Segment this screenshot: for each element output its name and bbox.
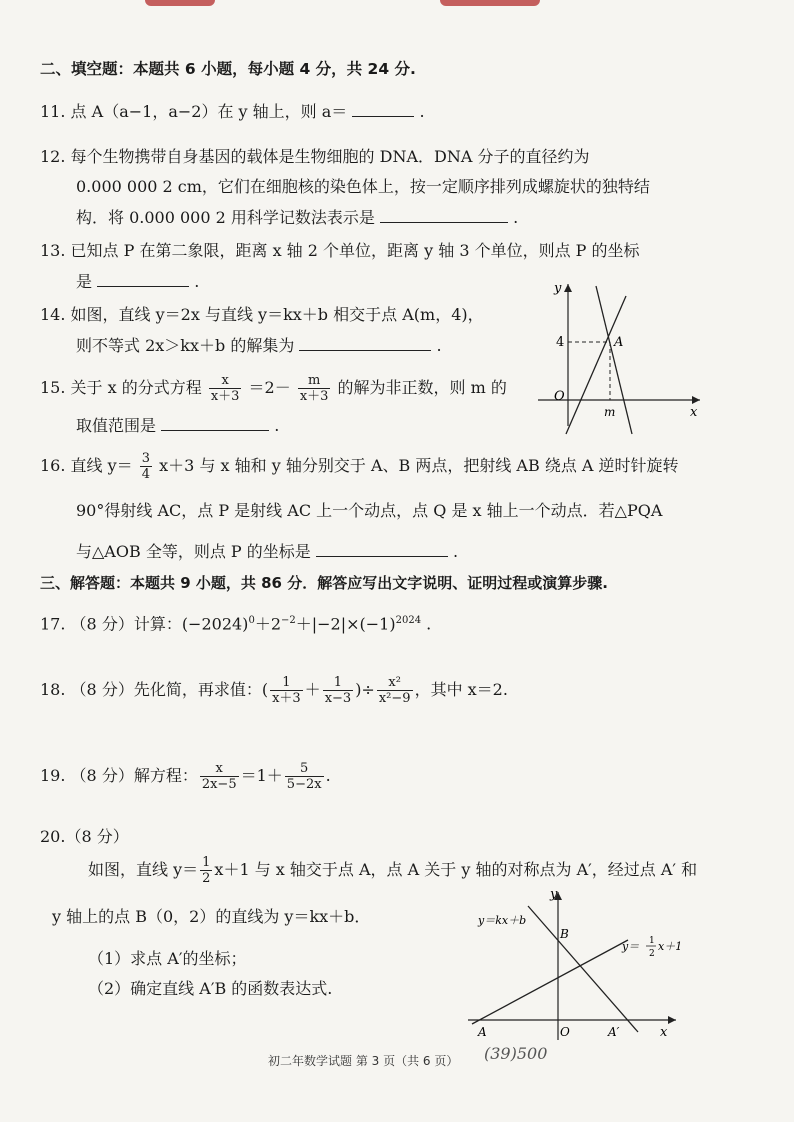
- q14-line1: 如图，直线 y＝2x 与直线 y＝kx＋b 相交于点 A(m，4)，: [70, 305, 484, 324]
- q12-line2: 0.000 000 2 cm，它们在细胞核的染色体上，按一定顺序排列成螺旋状的独特结: [76, 177, 650, 196]
- q20-post: x＋1 与 x 轴交于点 A，点 A 关于 y 轴的对称点为 A′，经过点 A′ 和: [214, 860, 698, 879]
- binding-mark: [145, 0, 215, 6]
- q14-line2-wrap: [76, 334, 442, 357]
- q15-end: .: [274, 416, 280, 435]
- section2-heading: 二、填空题：本题共 6 小题，每小题 4 分，共 24 分.: [40, 60, 416, 78]
- q20-number: 20.: [40, 827, 66, 846]
- q13-number: 13.: [40, 241, 66, 260]
- fig20-line-kxb: [528, 906, 638, 1032]
- fig20-x-arrow-icon: [668, 1016, 676, 1024]
- q15-answer-blank[interactable]: [161, 414, 269, 431]
- q16-number: 16.: [40, 456, 66, 475]
- q16-post: x＋3 与 x 轴和 y 轴分别交于 A、B 两点，把射线 AB 绕点 A 逆时针旋转: [159, 456, 679, 475]
- fig14-a-label: A: [614, 335, 624, 350]
- q11-text: 点 A（a−1，a−2）在 y 轴上，则 a＝: [70, 102, 348, 121]
- q15-line2: 取值范围是: [76, 416, 157, 435]
- fig14-line-2x: [566, 296, 626, 434]
- q19-fraction-1: [200, 761, 239, 792]
- q17-exp2: 2024: [395, 615, 422, 626]
- fig20-origin-label: O: [560, 1025, 570, 1039]
- q12-end: .: [513, 208, 519, 227]
- q16-line3-wrap: [76, 540, 458, 563]
- q16-f-num: 3: [141, 451, 151, 466]
- q12-line1: 每个生物携带自身基因的载体是生物细胞的 DNA．DNA 分子的直径约为: [70, 147, 590, 166]
- fig20-line1-label: y＝kx＋b: [478, 914, 527, 927]
- q20-sub2: （2）确定直线 A′B 的函数表达式.: [88, 979, 333, 998]
- q15-f2-den: x＋3: [299, 389, 329, 404]
- q20-pre: 如图，直线 y＝: [88, 860, 199, 879]
- q20-figure: [462, 884, 692, 1044]
- q16-f-den: 4: [141, 467, 151, 482]
- question-11: [40, 100, 425, 123]
- q18-number: 18.: [40, 680, 66, 699]
- q17-exp1: −2: [281, 615, 296, 626]
- q19-f2-den: 5−2x: [286, 777, 322, 792]
- q18-pre: （8 分）先化简，再求值：(: [70, 680, 269, 699]
- q16-fraction: [140, 451, 152, 482]
- q14-end: .: [436, 336, 442, 355]
- fig14-four-label: 4: [556, 335, 565, 350]
- q17-t2: ＋2: [254, 614, 281, 634]
- fig20-a-label: A: [478, 1025, 487, 1039]
- question-20: [40, 826, 129, 848]
- q13-end: .: [194, 272, 200, 291]
- q15-f2-num: m: [298, 373, 331, 389]
- q19-fraction-2: [285, 761, 324, 792]
- fig14-y-label: y: [554, 281, 562, 296]
- q19-mid: ＝1＋: [240, 766, 283, 785]
- q18-f3-den: x²−9: [378, 691, 411, 706]
- q11-answer-blank[interactable]: [352, 100, 414, 117]
- q17-end: .: [426, 614, 432, 634]
- q15-pre: 关于 x 的分式方程: [70, 378, 202, 397]
- q16-line3: 与△AOB 全等，则点 P 的坐标是: [76, 542, 311, 561]
- fig14-origin-label: O: [554, 389, 565, 404]
- fig20-a-prime-label: A′: [608, 1025, 620, 1039]
- q18-post: ，其中 x＝2.: [414, 680, 508, 699]
- q13-line2: 是: [76, 272, 93, 291]
- fig20-b-label: B: [560, 927, 569, 941]
- q18-f1-num: 1: [270, 675, 303, 691]
- fig20-line2-pre: y＝: [622, 940, 640, 953]
- question-12: [40, 146, 590, 168]
- q12-line3-wrap: [76, 206, 518, 229]
- q18-f2-num: 1: [323, 675, 354, 691]
- q13-line2-wrap: [76, 270, 199, 293]
- q14-answer-blank[interactable]: [299, 334, 431, 351]
- fig20-y-label: y: [550, 887, 558, 902]
- q20-sub1: （1）求点 A′的坐标；: [88, 949, 247, 968]
- binding-mark: [440, 0, 540, 6]
- q20-line1: [88, 852, 697, 888]
- fig20-line2-num: 1: [649, 936, 655, 946]
- q13-answer-blank[interactable]: [97, 270, 189, 287]
- fig20-line2-post: x＋1: [658, 940, 683, 953]
- fig20-x-label: x: [660, 1025, 668, 1040]
- q17-number: 17.: [40, 614, 66, 634]
- q14-line2: 则不等式 2x＞kx＋b 的解集为: [76, 336, 295, 355]
- q19-end: .: [325, 766, 331, 785]
- q18-div: )÷: [355, 680, 375, 699]
- question-13: [40, 240, 640, 262]
- handwritten-note: (39)500: [484, 1044, 548, 1063]
- q11-end: .: [419, 102, 425, 121]
- q15-f1-num: x: [209, 373, 242, 389]
- q20-f-den: 2: [202, 871, 211, 886]
- question-18: [40, 670, 508, 710]
- q16-pre: 直线 y＝: [70, 456, 133, 475]
- q19-pre: （8 分）解方程：: [70, 766, 198, 785]
- fig14-x-label: x: [690, 405, 698, 420]
- q16-answer-blank[interactable]: [316, 540, 448, 557]
- q14-number: 14.: [40, 305, 66, 324]
- fig14-x-arrow-icon: [692, 396, 700, 404]
- q20-fraction: [200, 855, 212, 886]
- q20-score: （8 分）: [65, 827, 129, 846]
- fig14-m-label: m: [604, 405, 616, 419]
- q12-line3: 构．将 0.000 000 2 用科学记数法表示是: [76, 208, 375, 227]
- fig20-line2-den: 2: [649, 949, 655, 959]
- page-footer: 初二年数学试题 第 3 页（共 6 页）: [268, 1054, 459, 1068]
- q11-number: 11.: [40, 102, 66, 121]
- q15-post: 的解为非正数，则 m 的: [337, 378, 507, 397]
- question-16: [40, 448, 679, 484]
- q18-fraction-3: [377, 675, 413, 706]
- q16-line2: 90°得射线 AC，点 P 是射线 AC 上一个动点，点 Q 是 x 轴上一个动点．若△PQA: [76, 501, 663, 520]
- q12-answer-blank[interactable]: [380, 206, 508, 223]
- q18-fraction-1: [270, 675, 303, 706]
- q18-f1-den: x＋3: [272, 691, 301, 706]
- q19-f1-num: x: [200, 761, 239, 777]
- q15-f1-den: x＋3: [210, 389, 240, 404]
- section3-heading: 三、解答题：本题共 9 小题，共 86 分．解答应写出文字说明、证明过程或演算步骤.: [40, 574, 608, 592]
- question-19: [40, 756, 331, 796]
- q18-f3-num: x²: [377, 675, 413, 691]
- q15-line2-wrap: [76, 414, 279, 437]
- q17-exp0: 0: [248, 615, 255, 626]
- q18-plus: ＋: [304, 680, 321, 699]
- question-15: [40, 370, 507, 406]
- question-17: [40, 610, 431, 635]
- q15-fraction-1: [209, 373, 242, 404]
- q17-t3: ＋|−2|×(−1): [295, 614, 396, 634]
- fig14-y-arrow-icon: [564, 284, 572, 292]
- q14-figure: [528, 276, 708, 436]
- q20-line2: y 轴上的点 B（0，2）的直线为 y＝kx＋b．: [52, 907, 371, 926]
- q19-f2-num: 5: [285, 761, 324, 777]
- q13-line1: 已知点 P 在第二象限，距离 x 轴 2 个单位，距离 y 轴 3 个单位，则点 P 的坐标: [70, 241, 640, 260]
- q15-fraction-2: [298, 373, 331, 404]
- q19-number: 19.: [40, 766, 66, 785]
- q18-fraction-2: [323, 675, 354, 706]
- q16-end: .: [452, 542, 459, 561]
- q19-f1-den: 2x−5: [201, 777, 237, 792]
- question-14: [40, 304, 484, 326]
- q17-text: （8 分）计算：(−2024): [70, 614, 249, 634]
- fig20-line-half-x-plus-1: [472, 940, 628, 1024]
- q18-f2-den: x−3: [324, 691, 352, 706]
- q20-f-num: 1: [202, 855, 211, 870]
- q15-number: 15.: [40, 378, 66, 397]
- q15-mid: ＝2－: [248, 378, 291, 397]
- q12-number: 12.: [40, 147, 66, 166]
